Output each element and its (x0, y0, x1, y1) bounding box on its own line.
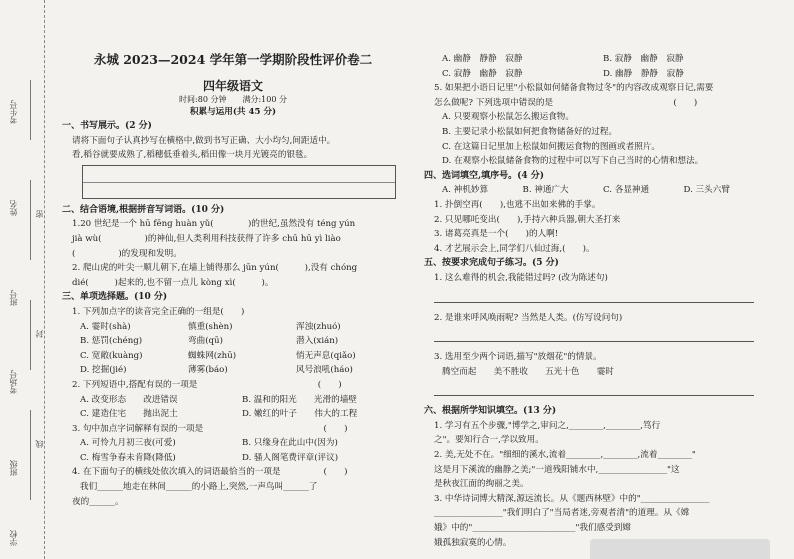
question-line: 2. 美,无处不在。"细细的溪水,流着________,________,流着________" (434, 450, 696, 461)
binding-line (30, 80, 31, 140)
question-line: ________________"我们明白了"当局者迷,旁观者清"的道理。从《嫦 (434, 508, 690, 519)
question-line: 3. 句中加点字词解释有误的一项是 ( ) (72, 423, 348, 434)
left-column (62, 0, 404, 509)
option-item: C. 寂静 幽静 寂静 (442, 68, 523, 79)
option-row (424, 183, 764, 198)
binding-mark: 密 (35, 210, 44, 218)
section-heading: 一、书写展示。(2 分) (62, 121, 152, 131)
answer-line[interactable] (434, 381, 754, 396)
option-item: B. 温和的阳光 光滑的墙壁 (242, 394, 357, 405)
option-item: 蜘蛛网(zhū) (188, 350, 237, 361)
option-item: C. 各显神通 (603, 185, 650, 196)
question-line: 1. 这么难得的机会,我能错过吗? (改为陈述句) (434, 272, 608, 283)
answer-line[interactable] (434, 288, 754, 303)
writing-box[interactable] (82, 165, 396, 199)
left-body (62, 119, 404, 509)
option-item: D. 嫩红的叶子 伟大的工程 (242, 409, 358, 420)
option-row (424, 52, 764, 67)
option-item: 薄雾(báo) (188, 365, 228, 376)
question-line: 娥》中的"________________________"我们感受到嫦 (434, 523, 631, 534)
binding-margin (0, 0, 45, 559)
exam-title: 永城 2023—2024 学年第一学期阶段性评价卷二 (93, 52, 373, 67)
option-item: C. 建造住宅 抛出泥土 (80, 409, 178, 420)
option-item: D. 三头六臂 (683, 185, 730, 196)
question-line: 5. 如果把小语日记里"小松鼠如何储备食物过冬"的内容改成观察日记,需要 (434, 83, 714, 94)
question-line: 我们______地走在林间______的小路上,突然,一声鸟叫______了 (80, 482, 318, 493)
option-item: A. 幽静 静静 寂静 (442, 54, 523, 64)
question-line: 4. 在下面句子的横线处依次填入的词语最恰当的一项是 ( ) (72, 467, 348, 478)
question-line: ( )的发现和发明。 (72, 248, 182, 259)
option-item: A. 可怜九月初三夜(可爱) (80, 438, 176, 449)
question-line: D. 在观察小松鼠储备食物的过程中可以写下自己当时的心情和想法。 (442, 156, 704, 167)
option-item: A. 神机妙算 (442, 185, 489, 196)
option-row (62, 349, 404, 364)
option-item: B. 寂静 幽静 寂静 (603, 54, 684, 64)
question-line: 腾空而起 美不胜收 五光十色 霎时 (442, 366, 614, 377)
question-line: 2. 爬山虎的叶尖一顺儿朝下,在墙上铺得那么 jūn yún( ),没有 chóng (72, 263, 358, 274)
option-item: 慎重(shèn) (188, 321, 233, 332)
question-line: dié( )起来的,也不留一点儿 kòng xì( )。 (72, 277, 274, 288)
writing-box-midline (83, 182, 395, 183)
question-line: 夜的______。 (72, 496, 124, 507)
option-item: D. 挖掘(jié) (80, 365, 127, 376)
question-line: 3. 诸葛亮真是一个( )的人啊! (434, 229, 559, 240)
option-item: A. 霎时(shà) (80, 321, 131, 332)
binding-label: 姓名 (9, 200, 18, 216)
answer-line[interactable] (434, 327, 754, 342)
option-item: B. 惩罚(chéng) (80, 336, 143, 347)
question-line: jià wù( )的神仙,但人类利用科技获得了许多 chū hū yì liào (72, 233, 341, 244)
question-line: 1. 下列加点字的读音完全正确的一组是( ) (72, 306, 245, 317)
question-line: 看,稻谷就要成熟了,稻穗低垂着头,稻田像一块月光镀亮的银毯。 (72, 150, 313, 161)
option-row (424, 67, 764, 82)
exam-subtitle: 四年级语文 (202, 79, 263, 93)
option-item: C. 梅雪争春未肯降(降低) (80, 452, 176, 463)
question-line: 1. 学习有五个步骤,"博学之,审问之,________,________,笃行 (434, 420, 661, 431)
question-line: B. 主要记录小松鼠如何把食物储备好的过程。 (442, 126, 618, 137)
question-line: 1. 扑倒空再( ),也逃不出如来佛的手掌。 (434, 199, 601, 210)
right-column (424, 52, 764, 550)
question-line: 这是月下溪流的幽静之美;"一道残阳铺水中,________________"这 (434, 464, 680, 475)
question-line: 是秋夜江面的绚丽之美。 (434, 479, 529, 490)
question-line: 娥孤独寂寞的心情。 (434, 537, 512, 548)
option-item: 悄无声息(qiǎo) (296, 350, 356, 361)
section-heading: 二、结合语境,根据拼音写词语。(10 分) (62, 204, 225, 215)
option-row (62, 393, 404, 408)
question-line: 2. 只见哪吒变出( ),手持六种兵器,朝大圣打来 (434, 214, 621, 225)
option-item: B. 神通广大 (522, 185, 569, 196)
scan-shadow (590, 539, 770, 559)
question-line: 4. 才艺展示会上,同学们八仙过海,( )。 (434, 243, 595, 254)
option-row (62, 334, 404, 349)
section-heading: 三、单项选择题。(10 分) (62, 292, 168, 303)
binding-mark: 线 (35, 440, 44, 448)
option-item: 潜入(xián) (296, 336, 339, 347)
question-line: 2. 下列短语中,搭配有误的一项是 ( ) (72, 379, 342, 390)
question-line: 请将下面句子认真抄写在横格中,做到书写正确、大小均匀,间距适中。 (72, 135, 336, 146)
question-line: A. 只要观察小松鼠怎么搬运食物。 (442, 112, 574, 123)
option-row (62, 451, 404, 466)
binding-label: 考生号 (9, 100, 18, 124)
section-score: 积累与运用(共 45 分) (189, 107, 277, 117)
option-item: D. 骚人阁笔费评章(评议) (242, 452, 339, 463)
section-heading: 五、按要求完成句子练习。(5 分) (424, 258, 559, 269)
binding-mark: 封 (35, 330, 44, 338)
option-row (62, 363, 404, 378)
binding-label: 学校 (9, 530, 18, 546)
question-line: 2. 是谁来呼风唤雨呢? 当然是人类。(仿写设问句) (434, 312, 623, 323)
right-body (424, 52, 764, 550)
question-line: 3. 中华诗词博大精深,源远流长。从《题西林壁》中的"________________ (434, 493, 710, 504)
question-line: 之"。要知行合一,学以致用。 (434, 435, 544, 446)
option-item: C. 宽敞(kuàng) (80, 350, 143, 361)
binding-line (30, 180, 31, 260)
option-item: 风号浪吼(háo) (296, 365, 353, 376)
option-item: 弯曲(qū) (188, 336, 223, 347)
question-line: C. 在这篇日记里加上松鼠如何搬运食物的图画或者照片。 (442, 141, 660, 152)
question-line: 1.20 世纪是一个 hū fēng huàn yǔ( )的世纪,虽然没有 téng yún (72, 219, 356, 230)
binding-line (30, 300, 31, 370)
option-row (62, 407, 404, 422)
section-heading: 六、根据所学知识填空。(13 分) (424, 406, 557, 417)
binding-label: 考场号 (9, 370, 18, 394)
option-row (62, 436, 404, 451)
exam-meta: 时间:80 分钟 满分:100 分 (179, 95, 287, 104)
section-heading: 四、选词填空,填序号。(4 分) (424, 170, 545, 181)
question-line: 3. 选用至少两个词语,描写"放烟花"的情景。 (434, 352, 602, 363)
question-line: 怎么做呢? 下列选项中错误的是 ( ) (434, 97, 698, 108)
binding-line (30, 410, 31, 500)
option-item: A. 改变形态 改进错误 (80, 394, 178, 405)
option-item: 浑浊(zhuó) (296, 321, 341, 332)
option-row (62, 320, 404, 335)
option-item: D. 幽静 静静 寂静 (603, 68, 684, 79)
option-item: B. 只缘身在此山中(因为) (242, 438, 338, 449)
binding-label: 班号 (9, 290, 18, 306)
binding-label: 班级 (9, 460, 18, 476)
